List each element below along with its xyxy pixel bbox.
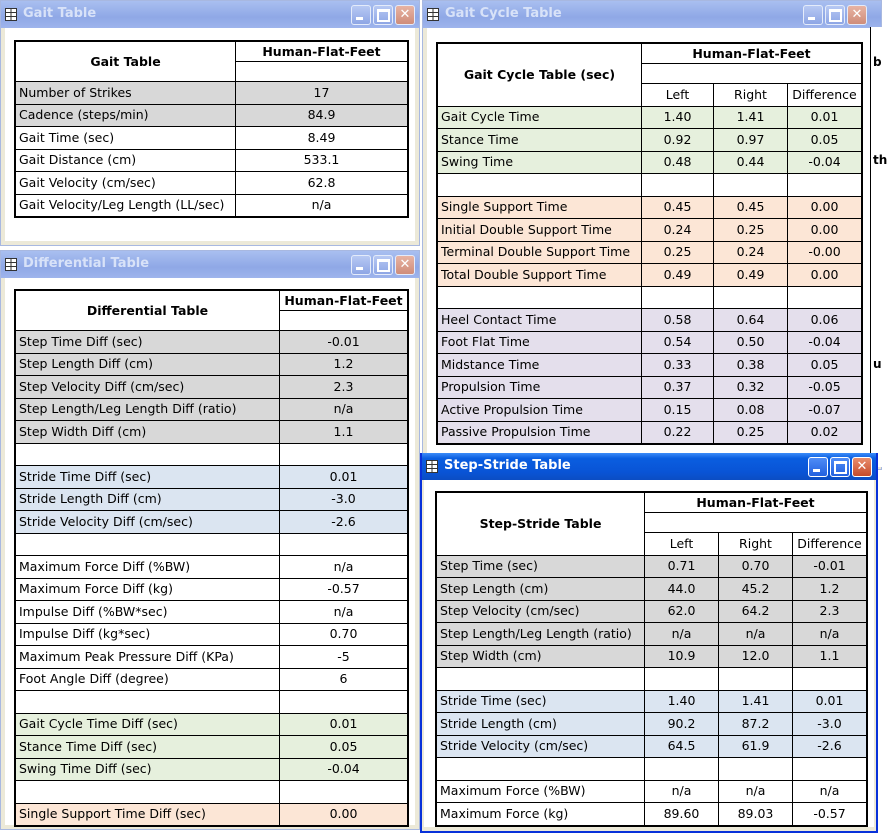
table-row: [438, 151, 862, 174]
row-value: n/a: [280, 398, 408, 421]
table-row: [16, 149, 408, 172]
table-row: [16, 713, 408, 736]
row-label: Maximum Force (kg): [437, 803, 645, 826]
row-value: 6: [280, 668, 408, 691]
row-value: -5: [280, 646, 408, 669]
difference-value: -2.6: [793, 735, 867, 758]
left-value: 0.71: [645, 555, 719, 578]
left-header: Left: [645, 533, 719, 556]
step-stride-table-window: [420, 453, 878, 833]
table-row: [437, 690, 867, 713]
row-label: Maximum Force (%BW): [437, 780, 645, 803]
table-row: [438, 331, 862, 354]
row-value: 2.3: [280, 376, 408, 399]
difference-value: [788, 174, 862, 197]
difference-value: 1.2: [793, 578, 867, 601]
right-header: Right: [719, 533, 793, 556]
table-row: [438, 399, 862, 422]
table-icon: [427, 8, 439, 21]
left-value: 64.5: [645, 735, 719, 758]
row-label: Active Propulsion Time: [438, 399, 642, 422]
step-stride-table-titlebar[interactable]: [422, 453, 876, 480]
row-value: 0.70: [280, 623, 408, 646]
row-label: Foot Angle Diff (degree): [16, 668, 280, 691]
difference-header: Difference: [793, 533, 867, 556]
left-value: 0.25: [642, 241, 714, 264]
window-title: Differential Table: [23, 256, 150, 271]
row-label: Passive Propulsion Time: [438, 421, 642, 444]
right-value: 12.0: [719, 645, 793, 668]
minimize-button[interactable]: [351, 5, 371, 25]
right-value: 0.38: [714, 354, 788, 377]
table-row: [437, 735, 867, 758]
left-value: 44.0: [645, 578, 719, 601]
difference-value: 0.00: [788, 196, 862, 219]
left-value: 1.40: [642, 106, 714, 129]
step-stride-table: [436, 492, 867, 826]
window-title: Gait Table: [23, 6, 97, 21]
table-row: [438, 309, 862, 332]
right-value: [719, 668, 793, 691]
difference-value: 0.00: [788, 264, 862, 287]
row-value: 8.49: [236, 127, 408, 150]
row-value: 0.00: [280, 803, 408, 826]
table-row: [438, 376, 862, 399]
right-value: 64.2: [719, 600, 793, 623]
row-label: Stride Velocity (cm/sec): [437, 735, 645, 758]
row-value: [280, 443, 408, 466]
row-label: [16, 781, 280, 804]
row-value: n/a: [280, 601, 408, 624]
right-value: 0.25: [714, 219, 788, 242]
table-row: [16, 194, 408, 217]
gait-table-client: [5, 28, 415, 241]
row-value: -3.0: [280, 488, 408, 511]
row-label: [438, 174, 642, 197]
left-value: 0.24: [642, 219, 714, 242]
row-label: Step Velocity Diff (cm/sec): [16, 376, 280, 399]
row-label: Total Double Support Time: [438, 264, 642, 287]
right-value: 87.2: [719, 713, 793, 736]
row-value: -0.04: [280, 758, 408, 781]
column-subheader: [280, 311, 408, 331]
column-subheader: [236, 62, 408, 82]
right-value: 0.24: [714, 241, 788, 264]
difference-value: -0.07: [788, 399, 862, 422]
right-value: 1.41: [714, 106, 788, 129]
row-label: Number of Strikes: [16, 82, 236, 105]
row-value: 1.2: [280, 353, 408, 376]
table-row: [16, 443, 408, 466]
right-value: 61.9: [719, 735, 793, 758]
table-row: [437, 758, 867, 781]
row-label: Impulse Diff (kg*sec): [16, 623, 280, 646]
gait-table-window: [0, 0, 420, 246]
row-label: Step Width (cm): [437, 645, 645, 668]
difference-value: 2.3: [793, 600, 867, 623]
table-title: Gait Table: [16, 42, 236, 82]
row-value: 62.8: [236, 172, 408, 195]
difference-value: 0.01: [793, 690, 867, 713]
left-value: [642, 174, 714, 197]
table-row: [16, 104, 408, 127]
difference-header: Difference: [788, 84, 862, 107]
window-title: Gait Cycle Table: [445, 6, 562, 21]
row-label: Gait Cycle Time: [438, 106, 642, 129]
table-row: [16, 488, 408, 511]
right-value: 45.2: [719, 578, 793, 601]
table-row: [437, 713, 867, 736]
row-value: 0.01: [280, 713, 408, 736]
left-header: Left: [642, 84, 714, 107]
row-label: Stance Time Diff (sec): [16, 736, 280, 759]
table-row: [16, 331, 408, 354]
close-button[interactable]: ✕: [395, 5, 415, 25]
row-value: [280, 533, 408, 556]
table-row: [438, 264, 862, 287]
step-stride-table-client: [424, 480, 874, 827]
table-row: [16, 803, 408, 826]
row-label: Heel Contact Time: [438, 309, 642, 332]
table-row: [16, 736, 408, 759]
right-value: [714, 174, 788, 197]
row-label: [16, 533, 280, 556]
window-title: Step-Stride Table: [444, 458, 571, 473]
row-value: 533.1: [236, 149, 408, 172]
table-row: [16, 556, 408, 579]
table-row: [438, 129, 862, 152]
table-row: [16, 691, 408, 714]
row-label: Stride Time Diff (sec): [16, 466, 280, 489]
row-value: [280, 781, 408, 804]
row-value: 1.1: [280, 421, 408, 444]
table-row: [16, 172, 408, 195]
table-title: Gait Cycle Table (sec): [438, 44, 642, 107]
table-row: [16, 398, 408, 421]
right-value: n/a: [719, 623, 793, 646]
edge-letter: b: [873, 55, 882, 69]
differential-table: [15, 290, 408, 826]
minimize-button[interactable]: [808, 457, 828, 477]
maximize-button[interactable]: [830, 457, 850, 477]
gait-table-titlebar[interactable]: [1, 1, 419, 28]
table-row: [16, 511, 408, 534]
row-label: Impulse Diff (%BW*sec): [16, 601, 280, 624]
difference-value: n/a: [793, 623, 867, 646]
right-value: 0.70: [719, 555, 793, 578]
left-value: 62.0: [645, 600, 719, 623]
left-value: 0.45: [642, 196, 714, 219]
table-row: [437, 578, 867, 601]
difference-value: -0.05: [788, 376, 862, 399]
table-row: [16, 82, 408, 105]
row-value: 17: [236, 82, 408, 105]
table-row: [438, 421, 862, 444]
gait-cycle-table-titlebar[interactable]: [423, 1, 881, 28]
table-row: [16, 421, 408, 444]
row-value: 0.01: [280, 466, 408, 489]
difference-value: n/a: [793, 780, 867, 803]
left-value: 0.48: [642, 151, 714, 174]
table-row: [16, 668, 408, 691]
table-icon: [5, 8, 17, 21]
column-header: Human-Flat-Feet: [236, 42, 408, 62]
row-label: Stride Time (sec): [437, 690, 645, 713]
table-icon: [426, 460, 438, 473]
row-label: [438, 286, 642, 309]
table-row: [437, 623, 867, 646]
right-value: 0.08: [714, 399, 788, 422]
row-label: Cadence (steps/min): [16, 104, 236, 127]
right-value: 0.50: [714, 331, 788, 354]
row-label: Stride Velocity Diff (cm/sec): [16, 511, 280, 534]
row-label: Single Support Time Diff (sec): [16, 803, 280, 826]
differential-table-titlebar[interactable]: [1, 251, 419, 278]
left-value: n/a: [645, 623, 719, 646]
difference-value: -3.0: [793, 713, 867, 736]
table-row: [16, 578, 408, 601]
table-row: [16, 758, 408, 781]
minimize-button[interactable]: [803, 5, 823, 25]
row-label: Stance Time: [438, 129, 642, 152]
row-label: Foot Flat Time: [438, 331, 642, 354]
gait-cycle-table: [437, 43, 862, 444]
left-value: n/a: [645, 780, 719, 803]
row-label: [437, 668, 645, 691]
table-row: [437, 645, 867, 668]
edge-letter: u: [873, 357, 882, 371]
row-value: -0.01: [280, 331, 408, 354]
table-row: [16, 353, 408, 376]
table-row: [16, 533, 408, 556]
table-row: [438, 354, 862, 377]
right-value: 1.41: [719, 690, 793, 713]
difference-value: 1.1: [793, 645, 867, 668]
right-value: 89.03: [719, 803, 793, 826]
column-header: Human-Flat-Feet: [645, 493, 867, 513]
row-label: Step Width Diff (cm): [16, 421, 280, 444]
row-label: Propulsion Time: [438, 376, 642, 399]
difference-value: -0.57: [793, 803, 867, 826]
row-value: 0.05: [280, 736, 408, 759]
table-row: [438, 106, 862, 129]
row-label: Maximum Force Diff (kg): [16, 578, 280, 601]
table-title: Differential Table: [16, 291, 280, 331]
table-row: [437, 803, 867, 826]
maximize-button[interactable]: [825, 5, 845, 25]
row-value: [280, 691, 408, 714]
difference-value: 0.05: [788, 354, 862, 377]
right-value: n/a: [719, 780, 793, 803]
left-value: 0.54: [642, 331, 714, 354]
column-header: Human-Flat-Feet: [280, 291, 408, 311]
row-label: Swing Time Diff (sec): [16, 758, 280, 781]
edge-letter: th: [873, 153, 887, 167]
left-value: 10.9: [645, 645, 719, 668]
row-label: Gait Velocity (cm/sec): [16, 172, 236, 195]
right-value: 0.25: [714, 421, 788, 444]
close-button[interactable]: ✕: [395, 255, 415, 275]
row-label: Stride Length (cm): [437, 713, 645, 736]
maximize-button[interactable]: [373, 5, 393, 25]
table-row: [437, 780, 867, 803]
row-label: Gait Time (sec): [16, 127, 236, 150]
row-label: Terminal Double Support Time: [438, 241, 642, 264]
table-row: [437, 600, 867, 623]
table-row: [438, 286, 862, 309]
row-label: [16, 691, 280, 714]
close-button[interactable]: ✕: [852, 457, 872, 477]
table-title: Step-Stride Table: [437, 493, 645, 556]
row-label: Midstance Time: [438, 354, 642, 377]
row-label: Step Time Diff (sec): [16, 331, 280, 354]
difference-value: [788, 286, 862, 309]
row-label: Stride Length Diff (cm): [16, 488, 280, 511]
table-row: [437, 555, 867, 578]
row-value: -2.6: [280, 511, 408, 534]
row-label: Step Length Diff (cm): [16, 353, 280, 376]
background-window-edge: [870, 27, 887, 467]
difference-value: [793, 758, 867, 781]
row-label: Initial Double Support Time: [438, 219, 642, 242]
table-row: [16, 601, 408, 624]
row-label: Swing Time: [438, 151, 642, 174]
left-value: 1.40: [645, 690, 719, 713]
left-value: [645, 668, 719, 691]
table-row: [16, 623, 408, 646]
table-row: [438, 196, 862, 219]
table-row: [437, 668, 867, 691]
difference-value: -0.04: [788, 331, 862, 354]
table-row: [438, 174, 862, 197]
row-label: Step Length (cm): [437, 578, 645, 601]
gait-cycle-table-client: [427, 28, 881, 465]
left-value: 0.15: [642, 399, 714, 422]
difference-value: 0.00: [788, 219, 862, 242]
minimize-button[interactable]: [351, 255, 371, 275]
difference-value: 0.02: [788, 421, 862, 444]
row-label: [16, 443, 280, 466]
right-value: 0.97: [714, 129, 788, 152]
row-label: Maximum Peak Pressure Diff (KPa): [16, 646, 280, 669]
left-value: 0.58: [642, 309, 714, 332]
left-value: 0.92: [642, 129, 714, 152]
difference-value: 0.06: [788, 309, 862, 332]
difference-value: -0.00: [788, 241, 862, 264]
left-value: [642, 286, 714, 309]
differential-table-window: [0, 250, 420, 830]
row-label: Maximum Force Diff (%BW): [16, 556, 280, 579]
left-value: 0.22: [642, 421, 714, 444]
close-button[interactable]: ✕: [847, 5, 867, 25]
gait-cycle-table-window: [422, 0, 882, 470]
right-header: Right: [714, 84, 788, 107]
row-value: -0.57: [280, 578, 408, 601]
table-row: [16, 127, 408, 150]
row-label: Gait Cycle Time Diff (sec): [16, 713, 280, 736]
table-icon: [5, 258, 17, 271]
right-value: 0.44: [714, 151, 788, 174]
right-value: 0.32: [714, 376, 788, 399]
differential-table-client: [5, 278, 415, 825]
row-value: 84.9: [236, 104, 408, 127]
row-value: n/a: [280, 556, 408, 579]
row-label: Gait Velocity/Leg Length (LL/sec): [16, 194, 236, 217]
table-row: [438, 219, 862, 242]
table-row: [16, 646, 408, 669]
row-label: Step Length/Leg Length Diff (ratio): [16, 398, 280, 421]
row-label: Step Velocity (cm/sec): [437, 600, 645, 623]
difference-value: [793, 668, 867, 691]
left-value: 0.33: [642, 354, 714, 377]
gait-table: [15, 41, 408, 217]
right-value: 0.45: [714, 196, 788, 219]
left-value: 90.2: [645, 713, 719, 736]
table-row: [16, 376, 408, 399]
difference-value: 0.05: [788, 129, 862, 152]
row-label: Gait Distance (cm): [16, 149, 236, 172]
column-header: Human-Flat-Feet: [642, 44, 862, 64]
row-label: Step Length/Leg Length (ratio): [437, 623, 645, 646]
table-row: [16, 466, 408, 489]
table-row: [438, 241, 862, 264]
difference-value: -0.01: [793, 555, 867, 578]
column-subheader: [645, 513, 867, 533]
column-subheader: [642, 64, 862, 84]
left-value: [645, 758, 719, 781]
right-value: 0.49: [714, 264, 788, 287]
row-label: Step Time (sec): [437, 555, 645, 578]
right-value: [719, 758, 793, 781]
difference-value: -0.04: [788, 151, 862, 174]
row-value: n/a: [236, 194, 408, 217]
left-value: 0.49: [642, 264, 714, 287]
table-row: [16, 781, 408, 804]
left-value: 89.60: [645, 803, 719, 826]
row-label: [437, 758, 645, 781]
row-label: Single Support Time: [438, 196, 642, 219]
right-value: [714, 286, 788, 309]
difference-value: 0.01: [788, 106, 862, 129]
maximize-button[interactable]: [373, 255, 393, 275]
left-value: 0.37: [642, 376, 714, 399]
right-value: 0.64: [714, 309, 788, 332]
